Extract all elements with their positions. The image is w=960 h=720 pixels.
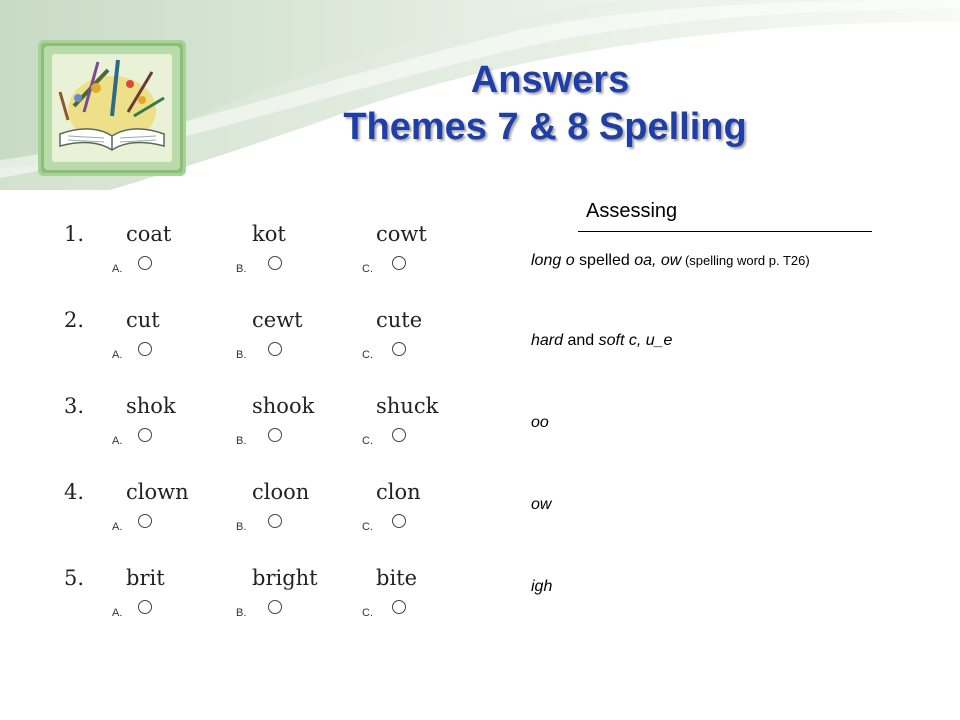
answer-choice-letter: A. xyxy=(112,349,123,361)
answer-choice-letter: B. xyxy=(236,521,247,533)
answer-choice-word: cute xyxy=(376,308,423,332)
answer-choice-letter: B. xyxy=(236,435,247,447)
skill-text-part: and xyxy=(563,332,599,349)
question-number: 2. xyxy=(64,308,85,332)
answer-choice-word: brit xyxy=(126,566,165,590)
assessing-skill-item xyxy=(531,414,549,432)
slide-title xyxy=(330,58,760,152)
skill-text-part: hard xyxy=(531,332,564,349)
title-line-answers: Answers xyxy=(470,59,630,101)
answer-choice-letter: B. xyxy=(236,349,247,361)
skill-text-part: ow xyxy=(531,496,552,513)
answer-choice-letter: A. xyxy=(112,521,123,533)
answer-choice-letter: C. xyxy=(362,521,373,533)
answer-choice-word: kot xyxy=(252,222,286,246)
answer-choice-letter: B. xyxy=(236,607,247,619)
answer-choice-word: cut xyxy=(126,308,160,332)
empty-circle-icon[interactable] xyxy=(138,600,152,614)
answer-choice-letter: B. xyxy=(236,263,247,275)
empty-circle-icon[interactable] xyxy=(392,342,406,356)
empty-circle-icon[interactable] xyxy=(268,342,282,356)
skill-text-part: soft c, u_e xyxy=(598,332,673,349)
answer-choice-letter: C. xyxy=(362,349,373,361)
answer-choice-word: shok xyxy=(126,394,176,418)
question-number: 5. xyxy=(64,566,85,590)
skill-text-part: oa, ow xyxy=(634,252,682,269)
empty-circle-icon[interactable] xyxy=(138,514,152,528)
assessing-skill-item xyxy=(531,578,552,596)
skill-text-part: long o xyxy=(531,252,575,269)
empty-circle-icon[interactable] xyxy=(392,256,406,270)
empty-circle-icon[interactable] xyxy=(268,256,282,270)
skill-text-part: oo xyxy=(531,414,549,431)
title-line-themes: Themes 7 & 8 Spelling xyxy=(343,106,747,148)
assessing-underline xyxy=(578,231,872,232)
answer-choice-letter: C. xyxy=(362,607,373,619)
answer-choice-word: cloon xyxy=(252,480,310,504)
answer-choice-word: clown xyxy=(126,480,189,504)
question-number: 3. xyxy=(64,394,85,418)
answer-choice-letter: C. xyxy=(362,263,373,275)
empty-circle-icon[interactable] xyxy=(268,428,282,442)
question-number: 4. xyxy=(64,480,85,504)
answer-choice-letter: A. xyxy=(112,607,123,619)
answer-choice-word: bite xyxy=(376,566,418,590)
answer-choice-word: cewt xyxy=(252,308,303,332)
answer-choice-letter: C. xyxy=(362,435,373,447)
empty-circle-icon[interactable] xyxy=(138,256,152,270)
empty-circle-icon[interactable] xyxy=(138,342,152,356)
empty-circle-icon[interactable] xyxy=(268,514,282,528)
answer-choice-letter: A. xyxy=(112,263,123,275)
logo-image xyxy=(38,40,186,176)
answer-choice-word: clon xyxy=(376,480,421,504)
assessing-skill-item xyxy=(531,252,810,270)
answer-choice-word: bright xyxy=(252,566,318,590)
assessing-skill-item xyxy=(531,332,672,350)
question-number: 1. xyxy=(64,222,85,246)
empty-circle-icon[interactable] xyxy=(268,600,282,614)
assessing-heading: Assessing xyxy=(586,200,678,222)
skill-text-part: igh xyxy=(531,578,553,595)
empty-circle-icon[interactable] xyxy=(138,428,152,442)
answer-choice-letter: A. xyxy=(112,435,123,447)
answer-choice-word: coat xyxy=(126,222,172,246)
answer-choice-word: cowt xyxy=(376,222,427,246)
answer-choice-word: shuck xyxy=(376,394,439,418)
empty-circle-icon[interactable] xyxy=(392,428,406,442)
answer-choice-word: shook xyxy=(252,394,315,418)
skill-text-part: (spelling word p. T26) xyxy=(681,253,810,268)
empty-circle-icon[interactable] xyxy=(392,514,406,528)
empty-circle-icon[interactable] xyxy=(392,600,406,614)
skill-text-part: spelled xyxy=(574,252,635,269)
assessing-skill-item xyxy=(531,496,551,514)
open-book-with-words-icon xyxy=(38,40,186,176)
